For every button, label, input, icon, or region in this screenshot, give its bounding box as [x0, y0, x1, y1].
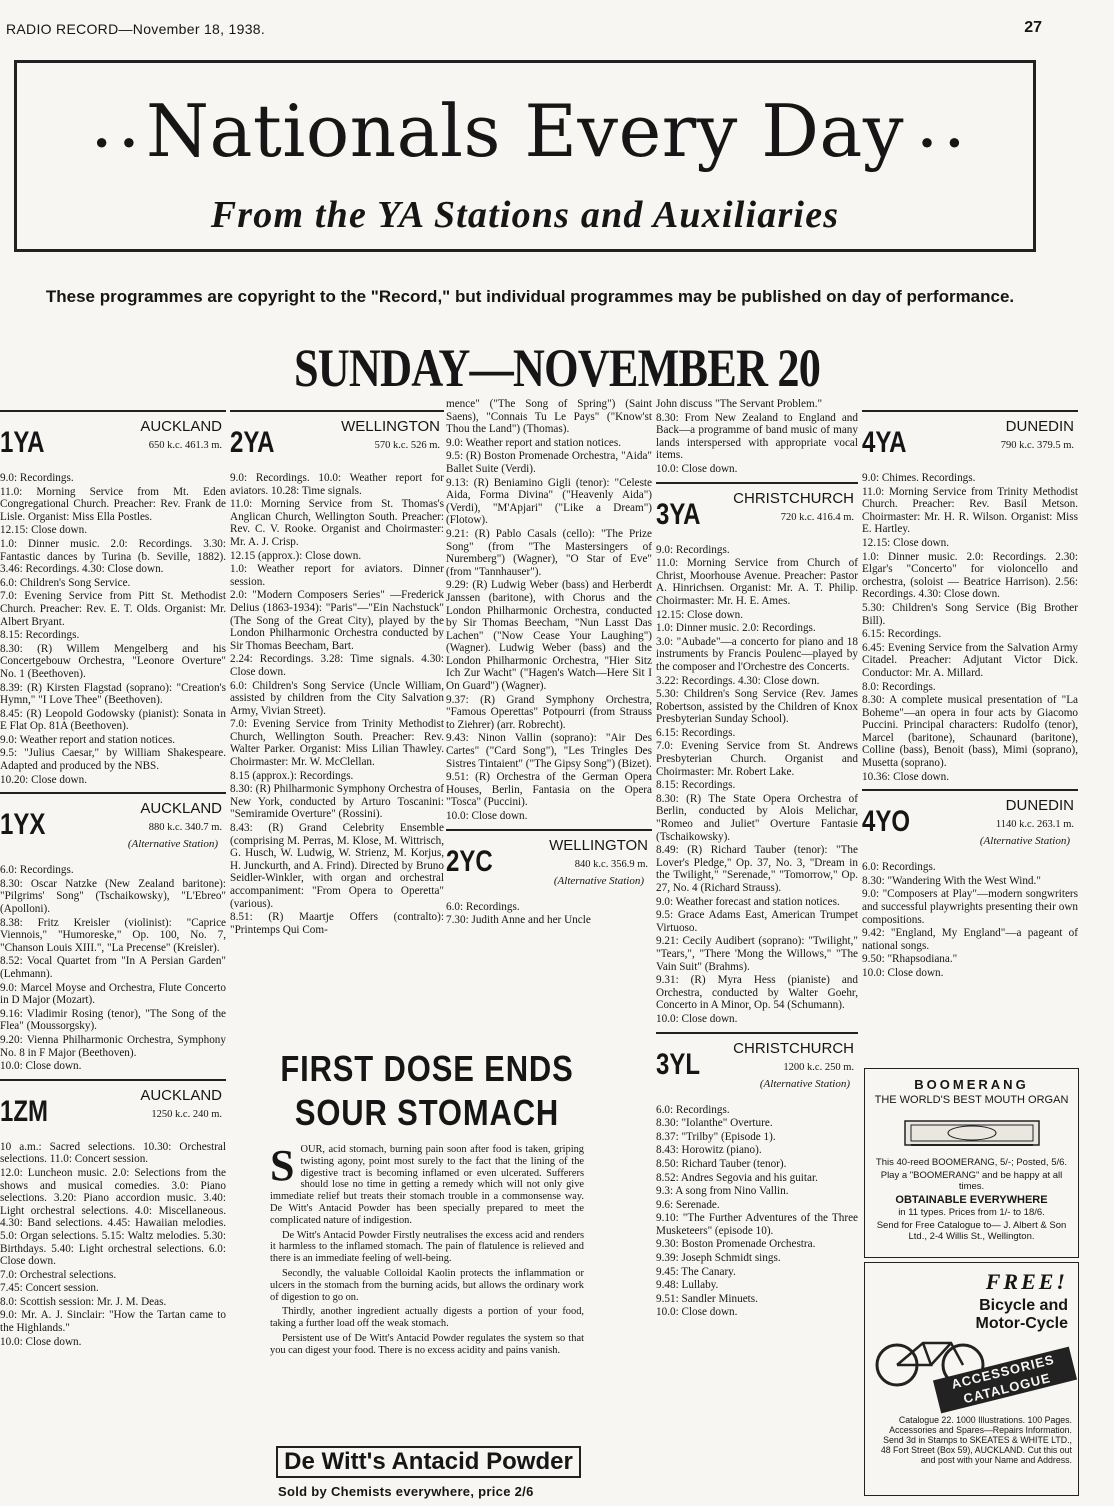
programme-item: 9.21: (R) Pablo Casals (cello): "The Prize Song" (from "The Mastersingers of Nuremberg") (Wagner), "O Star of Eve" (from "Tannhauser").: [446, 527, 652, 578]
publication-header: RADIO RECORD—November 18, 1938.: [6, 21, 266, 37]
skeates-advertisement: [864, 1262, 1079, 1496]
ad-paragraph: Persistent use of De Witt's Antacid Powder regulates the system so that you can digest your food. There is no excess acidity and pains vanish.: [270, 1332, 584, 1356]
station-city: WELLINGTON: [549, 836, 648, 854]
programme-item: 10 a.m.: Sacred selections. 10.30: Orchestral selections. 11.0: Concert session.: [0, 1140, 226, 1166]
station-city: CHRISTCHURCH: [733, 1039, 854, 1057]
programme-item: 9.6: Serenade.: [656, 1198, 720, 1211]
column-2: [230, 404, 444, 937]
programme-item: 6.0: Recordings.: [0, 864, 74, 877]
programme-item: 9.39: Joseph Schmidt sings.: [656, 1252, 781, 1265]
ad-paragraph: Thirdly, another ingredient actually digests a portion of your food, taking a further load off the weak stomach.: [270, 1306, 584, 1330]
programme-item: 8.52: Andres Segovia and his guitar.: [656, 1171, 818, 1184]
programme-item: 8.37: "Trilby" (Episode 1).: [656, 1130, 776, 1143]
station-1ya: [0, 410, 226, 464]
station-frequency: 650 k.c. 461.3 m.: [148, 440, 222, 451]
station-code: 1YX: [0, 808, 46, 842]
programme-item: 7.30: Judith Anne and her Uncle: [446, 914, 591, 927]
programme-item: 9.0: Mr. A. J. Sinclair: "How the Tartan came to the Highlands.": [0, 1309, 226, 1335]
programme-item: 1.0: Dinner music. 2.0: Recordings. 3.30: Fantastic dances by Turina (b. Seville, 1882). 3.46: Recordings. 4.30: Close down.: [0, 537, 226, 576]
programme-item: 6.0: Children's Song Service.: [0, 576, 131, 589]
column-5: [862, 404, 1078, 981]
banner: [14, 60, 1036, 252]
station-code: 3YL: [656, 1047, 701, 1081]
ad-free: FREE!: [985, 1269, 1068, 1294]
programme-item: 8.39: (R) Kirsten Flagstad (soprano): "Creation's Hymn," "I Love Thee" (Beethoven).: [0, 681, 226, 707]
programme-item: 12.15: Close down.: [0, 524, 88, 537]
programme-item: 9.51: Sandler Minuets.: [656, 1292, 758, 1305]
programme-item: 9.37: (R) Grand Symphony Orchestra, "Famous Operettas" Potpourri (from Strauss to Ziehrer) (arr. Robrecht).: [446, 693, 652, 731]
programme-item: 9.0: Marcel Moyse and Orchestra, Flute Concerto in D Major (Mozart).: [0, 981, 226, 1007]
programme-item: 7.0: Evening Service from St. Andrews Presbyterian Church. Organist and Choirmaster: Mr. Robert Lake.: [656, 740, 858, 778]
programme-item: 1.0: Dinner music. 2.0: Recordings.: [656, 622, 816, 635]
ad-catalogue-text: Catalogue 22. 1000 Illustrations. 100 Pages. Accessories and Spares—Repairs Information. Send 3d in Stamps to SKEATES & WHITE LTD., 48 Fort Street (Box 59), AUCKLAND. Cut this out and post with your Name and Address.: [880, 1415, 1072, 1465]
station-city: AUCKLAND: [140, 418, 222, 435]
programme-item: 6.45: Evening Service from the Salvation Army Citadel. Preacher: Adjutant Victor Dick. Conductor: Mr. A. Millard.: [862, 641, 1078, 679]
programme-item: 7.0: Evening Service from Trinity Methodist Church, Wellington South. Preacher: Rev. Walter Parker. Organist: Miss Lilian Thawley. Choirmaster: Mr. W. McClellan.: [230, 718, 444, 769]
ad-paragraph: De Witt's Antacid Powder Firstly neutralises the excess acid and renders it harmless to the inflamed stomach. The pain of flatulence is relieved and there is an immediate feeling of well-being.: [270, 1229, 584, 1265]
ad-paragraph: [270, 1141, 584, 1227]
programme-item: 7.0: Orchestral selections.: [0, 1268, 117, 1281]
station-city: AUCKLAND: [140, 1086, 222, 1104]
programme-item: 11.0: Morning Service from Church of Christ, Moorhouse Avenue. Preacher: Pastor A. Hinrichsen. Organist: Mr. A. T. Philip. Choirmaster: Mr. H. E. Ames.: [656, 557, 858, 607]
day-heading: SUNDAY—NOVEMBER 20: [293, 338, 821, 398]
programme-item: 8.43: Horowitz (piano).: [656, 1144, 762, 1157]
programme-item: 10.0: Close down.: [656, 462, 738, 475]
station-code: 2YA: [230, 426, 275, 459]
programme-item: 8.0: Scottish session: Mr. J. M. Deas.: [0, 1295, 167, 1308]
programme-item: 8.50: Richard Tauber (tenor).: [656, 1157, 787, 1170]
boomerang-advertisement: [864, 1068, 1079, 1258]
programme-item: 9.0: Recordings. 10.0: Weather report for aviators. 10.28: Time signals.: [230, 472, 444, 497]
programme-item: 8.15: Recordings.: [0, 629, 80, 642]
programme-item: 12.15 (approx.): Close down.: [230, 549, 362, 562]
ad-headline: FIRST DOSE ENDS: [280, 1048, 574, 1089]
programme-item: 10.0: Close down.: [0, 1060, 82, 1073]
station-frequency: 880 k.c. 340.7 m.: [148, 822, 222, 834]
station-2ya: [230, 410, 444, 464]
programme-list: [0, 472, 226, 786]
station-code: 4YA: [862, 426, 907, 459]
programme-item: mence" ("The Song of Spring") (Saint Saens), "Connais Tu Le Pays" ("Know'st Thou the Land") (Thomas).: [446, 398, 652, 436]
station-2yc: [446, 829, 652, 893]
programme-item: 9.29: (R) Ludwig Weber (bass) and Herberdt Janssen (baritone), with Chorus and the London Philharmonic Orchestra, conducted by Sir Thomas Beecham, "Nun Lasst Das Lachen" ("Now Cease Your Laughing") (Wagner). Ludwig Weber (bass) and the London Philharmonic Orchestra, "Hier Sitz Ich Zur Wacht" ("Hagen's Watch—Here Sit I On Guard") (Wagner).: [446, 579, 652, 693]
station-4ya: [862, 410, 1078, 464]
station-code: 1YA: [0, 426, 45, 459]
programme-item: 10.0: Close down.: [0, 1335, 82, 1348]
column-3: [446, 398, 652, 928]
programme-list: [656, 1104, 858, 1320]
drop-cap: S: [270, 1141, 295, 1190]
harmonica-icon: [897, 1113, 1047, 1153]
programme-item: 6.0: Recordings.: [446, 900, 520, 913]
programme-item: 9.3: A song from Nino Vallin.: [656, 1185, 789, 1198]
programme-item: 9.0: Weather report and station notices.: [446, 436, 622, 449]
station-code: 3YA: [656, 497, 701, 531]
programme-item: 6.15: Recordings.: [656, 726, 736, 739]
programme-item: 8.30: (R) The State Opera Orchestra of Berlin, conducted by Alois Melichar, "Romeo and Juliet" Overture Fantasie (Tschaikowsky).: [656, 792, 858, 843]
programme-item: 8.15 (approx.): Recordings.: [230, 769, 354, 782]
station-code: 2YC: [446, 844, 493, 878]
programme-list: [230, 472, 444, 936]
station-alt-label: (Alternative Station): [553, 874, 644, 887]
programme-list: [656, 544, 858, 1026]
banner-dots-left: ●●: [95, 129, 150, 154]
station-city: DUNEDIN: [1005, 418, 1074, 435]
station-code: 4YO: [862, 805, 911, 839]
station-3yl: [656, 1032, 858, 1096]
station-1yx: [0, 792, 226, 856]
dewitt-advertisement: [256, 1048, 598, 1503]
station-frequency: 720 k.c. 416.4 m.: [780, 511, 854, 523]
copyright-notice: These programmes are copyright to the "Record," but individual programmes may be published on day of performance.: [45, 287, 1015, 306]
programme-item: 9.48: Lullaby.: [656, 1279, 719, 1292]
boomerang-tagline: THE WORLD'S BEST MOUTH ORGAN: [874, 1094, 1069, 1106]
station-city: AUCKLAND: [140, 800, 222, 818]
boomerang-line: Play a "BOOMERANG" and be happy at all times.: [880, 1170, 1063, 1192]
programme-item: 9.16: Vladimir Rosing (tenor), "The Song of the Flea" (Moussorgsky).: [0, 1007, 226, 1033]
programme-item: 8.30: A complete musical presentation of "La Boheme"—an opera in four acts by Giacomo Puccini. Principal characters: Rudolfo (tenor), Marcel (baritone), Schaunard (baritone), Colline (bass), Benoit (bass), Mimi (soprano), Musetta (soprano).: [862, 694, 1078, 770]
programme-item: 10.36: Close down.: [862, 770, 950, 783]
programme-item: 5.30: Children's Song Service (Big Brother Bill).: [862, 601, 1078, 627]
ad-sold-by: Sold by Chemists everywhere, price 2/6: [278, 1484, 534, 1499]
programme-item: 7.0: Evening Service from Pitt St. Methodist Church. Preacher: Rev. E. T. Olds. Organist: Mr. Albert Bryant.: [0, 590, 226, 628]
banner-subtitle: From the YA Stations and Auxiliaries: [210, 194, 840, 236]
programme-item: 10.0: Close down.: [656, 1012, 738, 1025]
programme-item: 9.0: "Composers at Play"—modern songwriters and successful playwrights presenting their own compositions.: [862, 888, 1078, 926]
programme-item: 1.0: Weather report for aviators. Dinner session.: [230, 563, 444, 588]
boomerang-name: BOOMERANG: [914, 1077, 1029, 1092]
station-alt-label: (Alternative Station): [127, 838, 218, 851]
station-4yo: [862, 789, 1078, 853]
programme-item: 9.31: (R) Myra Hess (pianiste) and Orchestra, conducted by Walter Goehr, Concerto in A Minor, Op. 54 (Schumann).: [656, 974, 858, 1012]
programme-list: [0, 864, 226, 1073]
boomerang-obtainable: OBTAINABLE EVERYWHERE: [895, 1194, 1048, 1206]
ad-paragraph: Secondly, the valuable Colloidal Kaolin protects the inflammation or ulcers in the stomach from the burning acids, but allows the ordinary work of digestion to go on.: [270, 1267, 584, 1303]
programme-item: 8.30: (R) Willem Mengelberg and his Concertgebouw Orchestra, "Leonore Overture" No. 1 (Beethoven).: [0, 642, 226, 680]
boomerang-line: in 11 types. Prices from 1/- to 18/6.: [898, 1207, 1045, 1218]
programme-list: [0, 1141, 226, 1349]
programme-item: 12.0: Luncheon music. 2.0: Selections from the shows and musical comedies. 3.0: Piano selections. 3.20: Piano accordion music. 3.40: Light orchestral selections. 4.0: Miscellaneous. 4.30: Band selections. 4.45: Hawaiian melodies. 5.0: Organ selections. 5.15: Waltz melodies. 5.30: Birthdays. 5.40: Light orchestral selections. 6.0: Close down.: [0, 1166, 226, 1268]
banner-title: Nationals Every Day: [145, 89, 905, 173]
station-code: 1ZM: [0, 1094, 48, 1128]
programme-item: 2.24: Recordings. 3.28: Time signals. 4.30: Close down.: [230, 653, 444, 678]
programme-item: 10.0: Close down.: [656, 1306, 738, 1319]
programme-item: 9.0: Weather report and station notices.: [0, 733, 176, 746]
station-frequency: 1250 k.c. 240 m.: [151, 1108, 222, 1120]
station-frequency: 840 k.c. 356.9 m.: [574, 858, 648, 870]
programme-list: [862, 861, 1078, 979]
programme-item: 9.21: Cecily Audibert (soprano): "Twilight," "Tears,", "There 'Mong the Willows," "The Vain Suit" (Brahms).: [656, 935, 858, 973]
programme-item: 6.0: Children's Song Service (Uncle William, assisted by children from the City Salvation Army, Vivian Street).: [230, 679, 444, 717]
programme-item: 11.0: Morning Service from Mt. Eden Congregational Church. Preacher: Rev. Frank de Lisle. Organist: Miss Ella Postles.: [0, 485, 226, 523]
station-city: CHRISTCHURCH: [733, 489, 854, 507]
programme-item: 8.49: (R) Richard Tauber (tenor): "The Lover's Pledge," Op. 37, No. 3, "Dream in the Twilight," "Serenade," "Tomorrow," Op. 27, No. 4 (Richard Strauss).: [656, 844, 858, 894]
station-frequency: 790 k.c. 379.5 m.: [1000, 440, 1074, 451]
programme-item: 9.5: (R) Boston Promenade Orchestra, "Aida" Ballet Suite (Verdi).: [446, 450, 652, 475]
programme-item: 8.43: (R) Grand Celebrity Ensemble (comprising M. Perras, M. Klose, M. Wittrisch, G. Husch, W. Ludwig, W. Strienz, M. Korjus, H. Junckurth, and A. Frind). Directed by Bruno Seidler-Winkler, with organ and orchestral accompaniment: "From Opera to Operetta" (various).: [230, 822, 444, 910]
programme-item: 12.15: Close down.: [656, 608, 744, 621]
programme-item: 8.38: Fritz Kreisler (violinist): "Caprice Viennois," "Humoreske," Op. 100, No. 7, "Chanson Louis XIII.", "La Precense" (Kreisler).: [0, 916, 226, 954]
programme-item: 9.42: "England, My England"—a pageant of national songs.: [862, 927, 1078, 952]
programme-item: 1.0: Dinner music. 2.0: Recordings. 2.30: Elgar's "Concerto" for violoncello and orchestra, (soloist — Beatrice Harrison). 2.56: Recordings. 4.30: Close down.: [862, 550, 1078, 601]
programme-item: 9.50: "Rhapsodiana.": [862, 953, 958, 966]
programme-list: [446, 901, 652, 927]
station-alt-label: (Alternative Station): [979, 835, 1070, 848]
programme-item: 9.20: Vienna Philharmonic Orchestra, Symphony No. 8 in F Major (Beethoven).: [0, 1033, 226, 1059]
boomerang-line: Send for Free Catalogue to— J. Albert & Son Ltd., 2-4 Willis St., Wellington.: [876, 1220, 1067, 1242]
programme-item: 9.0: Recordings.: [656, 543, 730, 556]
programme-item: 9.0: Chimes. Recordings.: [862, 472, 976, 484]
programme-item: 10.20: Close down.: [0, 773, 88, 786]
column-4: [656, 398, 858, 1320]
programme-list: [446, 398, 652, 823]
station-3ya: [656, 482, 858, 536]
programme-item: 9.30: Boston Promenade Orchestra.: [656, 1238, 816, 1251]
programme-item: 11.0: Morning Service from Trinity Methodist Church. Preacher: Rev. Basil Metson. Choirmaster: Mr. H. R. Wilson. Organist: Miss E. Hartley.: [862, 485, 1078, 536]
ad-title: Bicycle and Motor-Cycle: [975, 1297, 1068, 1332]
programme-item: 9.10: "The Further Adventures of the Three Musketeers" (episode 10).: [656, 1212, 858, 1237]
programme-item: 12.15: Close down.: [862, 536, 950, 549]
banner-dots-right: ●●: [920, 129, 975, 154]
programme-item: 8.0: Recordings.: [862, 680, 936, 693]
programme-item: 9.5: "Julius Caesar," by William Shakespeare. Adapted and produced by the NBS.: [0, 747, 226, 773]
programme-item: 3.0: "Aubade"—a concerto for piano and 18 instruments by Francis Poulenc—played by the composer and l'Orchestre des Concerts.: [656, 635, 858, 673]
programme-item: 6.0: Recordings.: [862, 861, 936, 874]
ad-headline: SOUR STOMACH: [294, 1092, 560, 1133]
programme-item: 11.0: Morning Service from St. Thomas's Anglican Church, Wellington South. Preacher: Rev. C. V. Rooke. Organist and Choirmaster: Mr. A. J. Crisp.: [230, 498, 444, 548]
programme-item: 9.51: (R) Orchestra of the German Opera Houses, Berlin, Fantasia on the Opera "Tosca" (Puccini).: [446, 771, 652, 809]
boomerang-line: This 40-reed BOOMERANG, 5/-; Posted, 5/6.: [875, 1157, 1068, 1168]
programme-item: 8.30: "Wandering With the West Wind.": [862, 874, 1041, 887]
column-1: [0, 404, 226, 1349]
programme-item: 10.0: Close down.: [446, 810, 528, 822]
programme-item: John discuss "The Servant Problem.": [656, 398, 823, 410]
catalogue-stamp: ACCESSORIES CATALOGUE: [933, 1347, 1077, 1414]
programme-item: 8.15: Recordings.: [656, 779, 736, 792]
station-alt-label: (Alternative Station): [759, 1077, 850, 1090]
programme-item: 8.30: From New Zealand to England and Back—a programme of band music of many lands interspersed with appropriate vocal items.: [656, 411, 858, 462]
station-frequency: 570 k.c. 526 m.: [374, 440, 440, 451]
page-number: 27: [1024, 19, 1042, 36]
programme-list: [656, 398, 858, 476]
ad-brand: De Witt's Antacid Powder: [276, 1446, 581, 1478]
programme-item: 8.30: "Iolanthe" Overture.: [656, 1117, 773, 1130]
programme-item: 10.0: Close down.: [862, 967, 944, 979]
programme-item: 8.51: (R) Maartje Offers (contralto): "Printemps Qui Com-: [230, 911, 444, 936]
programme-item: 9.43: Ninon Vallin (soprano): "Air Des Cartes" ("Card Song"), "Les Tringles Des Sistres Tintaient" ("The Gipsy Song") (Bizet).: [446, 732, 652, 770]
programme-item: 8.52: Vocal Quartet from "In A Persian Garden" (Lehmann).: [0, 955, 226, 980]
programme-item: 9.13: (R) Beniamino Gigli (tenor): "Celeste Aida, Forma Divina" ("Heavenly Aida") (Verdi), "M'Apjari" ("Like a Dream") (Flotow).: [446, 476, 652, 527]
programme-list: [862, 472, 1078, 783]
station-frequency: 1200 k.c. 250 m.: [783, 1061, 854, 1073]
ad-body: [270, 1141, 584, 1357]
station-city: WELLINGTON: [341, 418, 440, 435]
station-frequency: 1140 k.c. 263.1 m.: [995, 819, 1074, 831]
programme-item: 9.0: Recordings.: [0, 472, 74, 484]
programme-item: 6.0: Recordings.: [656, 1103, 730, 1116]
programme-item: 7.45: Concert session.: [0, 1282, 99, 1295]
programme-item: 9.0: Weather forecast and station notices.: [656, 895, 840, 908]
programme-item: 8.30: Oscar Natzke (New Zealand baritone): "Pilgrims' Song" (Tschaikowsky), "L'Ebreo" (Apolloni).: [0, 877, 226, 916]
programme-item: 6.15: Recordings.: [862, 628, 942, 641]
programme-item: 5.30: Children's Song Service (Rev. James Robertson, assisted by the Children of Knox Presbyterian Sunday School).: [656, 688, 858, 726]
station-1zm: [0, 1079, 226, 1133]
programme-item: 9.45: The Canary.: [656, 1265, 736, 1278]
programme-item: 3.22: Recordings. 4.30: Close down.: [656, 674, 820, 687]
programme-item: 8.45: (R) Leopold Godowsky (pianist): Sonata in E Flat Op. 81A (Beethoven).: [0, 707, 226, 733]
ad-paragraph-text: OUR, acid stomach, burning pain soon after food is taken, griping twisting agony, point most surely to the fact that the lining of the digestive tract is becoming inflamed or even ulcerated. Sufferers should lose no time in getting a remedy which will not only give immediate relief but treats their stomach trouble in a commonsense way. De Witt's Antacid Powder has been specially prepared to meet the complicated nature of indigestion.: [270, 1144, 584, 1226]
programme-item: 2.0: "Modern Composers Series" —Frederick Delius (1863-1934): "Paris"—"Ein Nachstuck" (The Song of the Great City), played by the London Philharmonic Orchestra conducted by Sir Thomas Beecham, Bart.: [230, 589, 444, 652]
programme-item: 9.5: Grace Adams East, American Trumpet Virtuoso.: [656, 909, 858, 934]
station-city: DUNEDIN: [1005, 797, 1074, 815]
programme-item: 8.30: (R) Philharmonic Symphony Orchestra of New York, conducted by Arturo Toscanini: "Semiramide Overture" (Rossini).: [230, 783, 444, 821]
